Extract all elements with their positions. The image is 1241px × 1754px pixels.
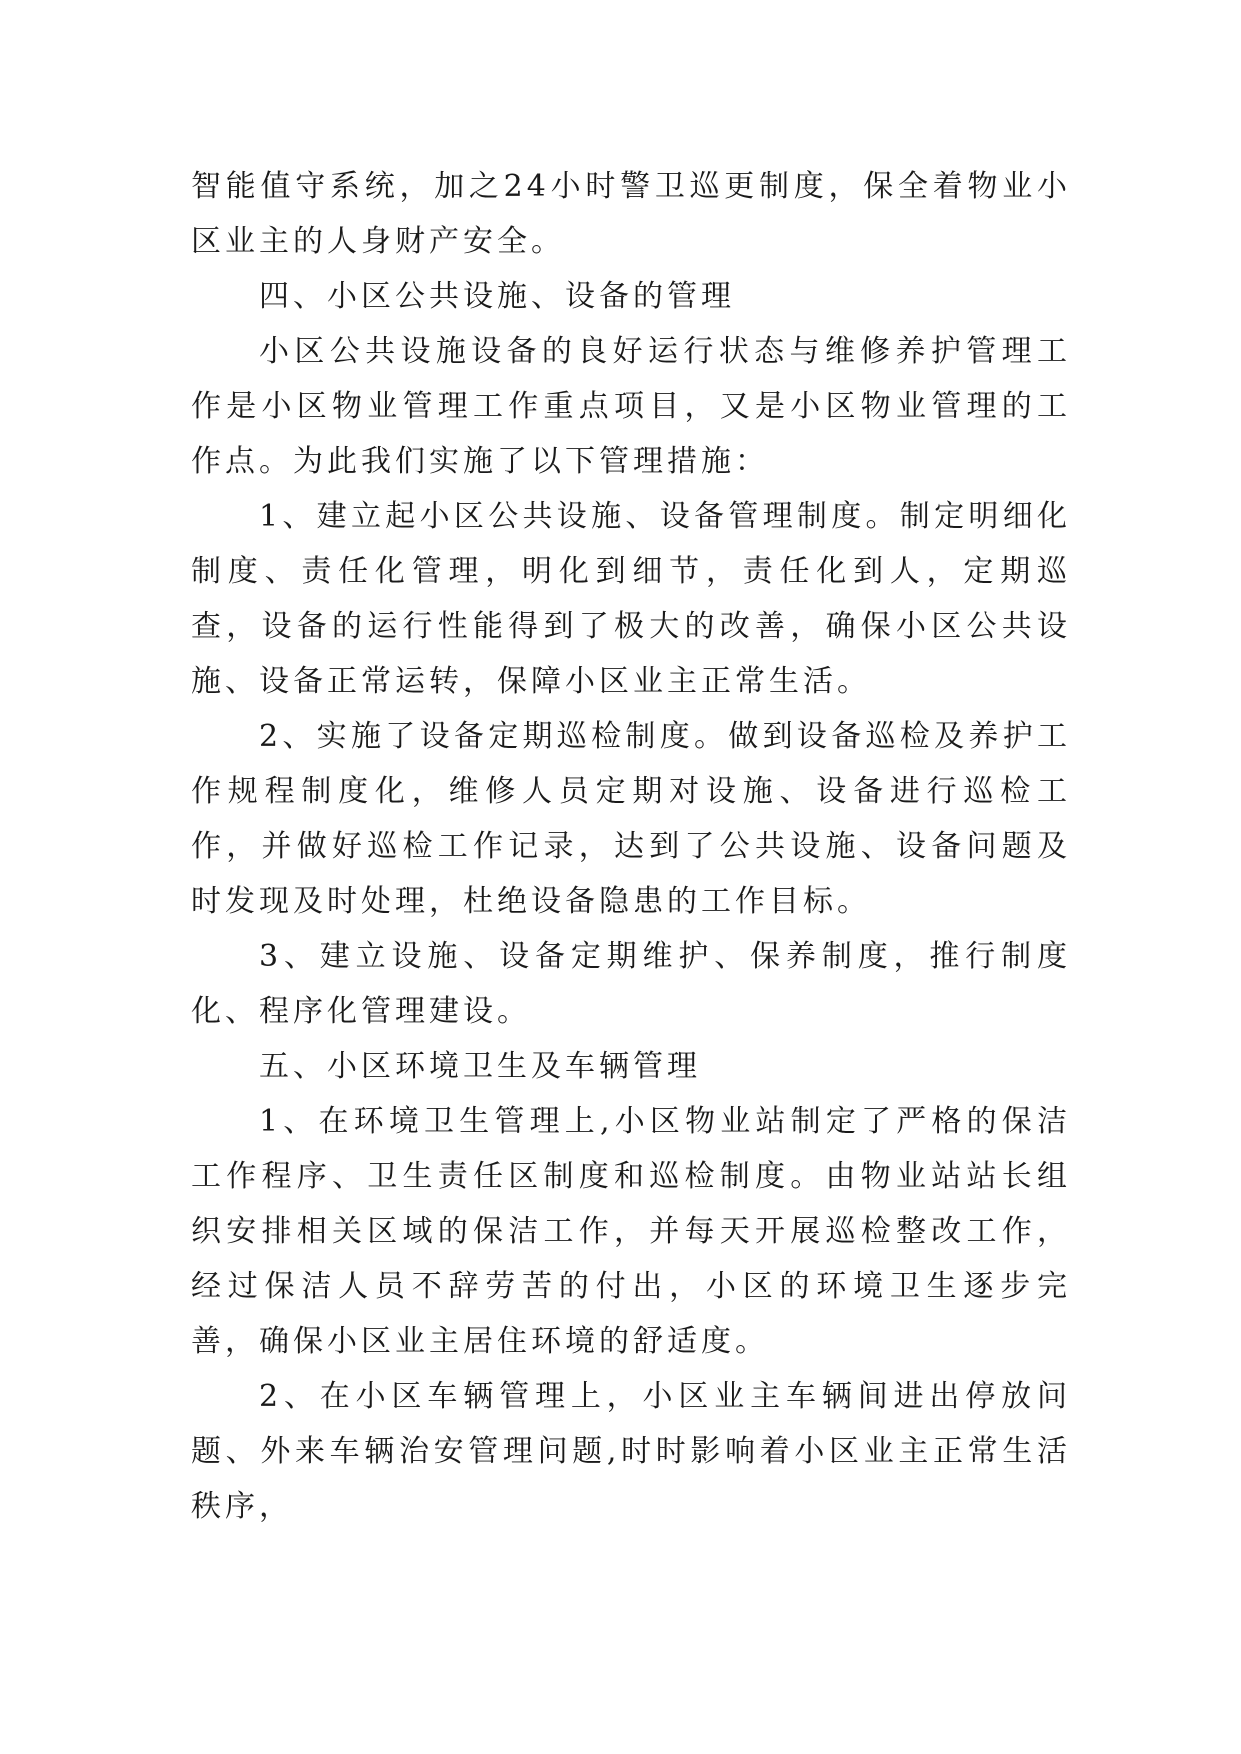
paragraph-environment: 1、在环境卫生管理上,小区物业站制定了严格的保洁工作程序、卫生责任区制度和巡检制度。由物业站站长组织安排相关区域的保洁工作，并每天开展巡检整改工作，经过保洁人员不辞劳苦的付出，小区的环境卫生逐步完善，确保小区业主居住环境的舒适度。: [191, 1104, 1071, 1359]
section-heading-four: 四、小区公共设施、设备的管理: [259, 279, 735, 314]
paragraph-item-1: 1、建立起小区公共设施、设备管理制度。制定明细化制度、责任化管理，明化到细节，责任化到人，定期巡查，设备的运行性能得到了极大的改善，确保小区公共设施、设备正常运转，保障小区业主正常生活。: [191, 499, 1071, 699]
paragraph-item-2: 2、实施了设备定期巡检制度。做到设备巡检及养护工作规程制度化，维修人员定期对设施、设备进行巡检工作，并做好巡检工作记录，达到了公共设施、设备问题及时发现及时处理，杜绝设备隐患的工作目标。: [191, 719, 1071, 919]
paragraph-item-3: 3、建立设施、设备定期维护、保养制度，推行制度化、程序化管理建设。: [191, 939, 1071, 1029]
paragraph-continuation: 智能值守系统，加之24小时警卫巡更制度，保全着物业小区业主的人身财产安全。: [191, 169, 1071, 259]
paragraph-vehicles: 2、在小区车辆管理上，小区业主车辆间进出停放问题、外来车辆治安管理问题,时时影响着小区业主正常生活秩序，: [191, 1379, 1071, 1524]
paragraph-facilities-intro: 小区公共设施设备的良好运行状态与维修养护管理工作是小区物业管理工作重点项目，又是小区物业管理的工作点。为此我们实施了以下管理措施：: [191, 334, 1071, 479]
document-body: [191, 159, 1071, 1534]
section-heading-five: 五、小区环境卫生及车辆管理: [259, 1049, 701, 1084]
